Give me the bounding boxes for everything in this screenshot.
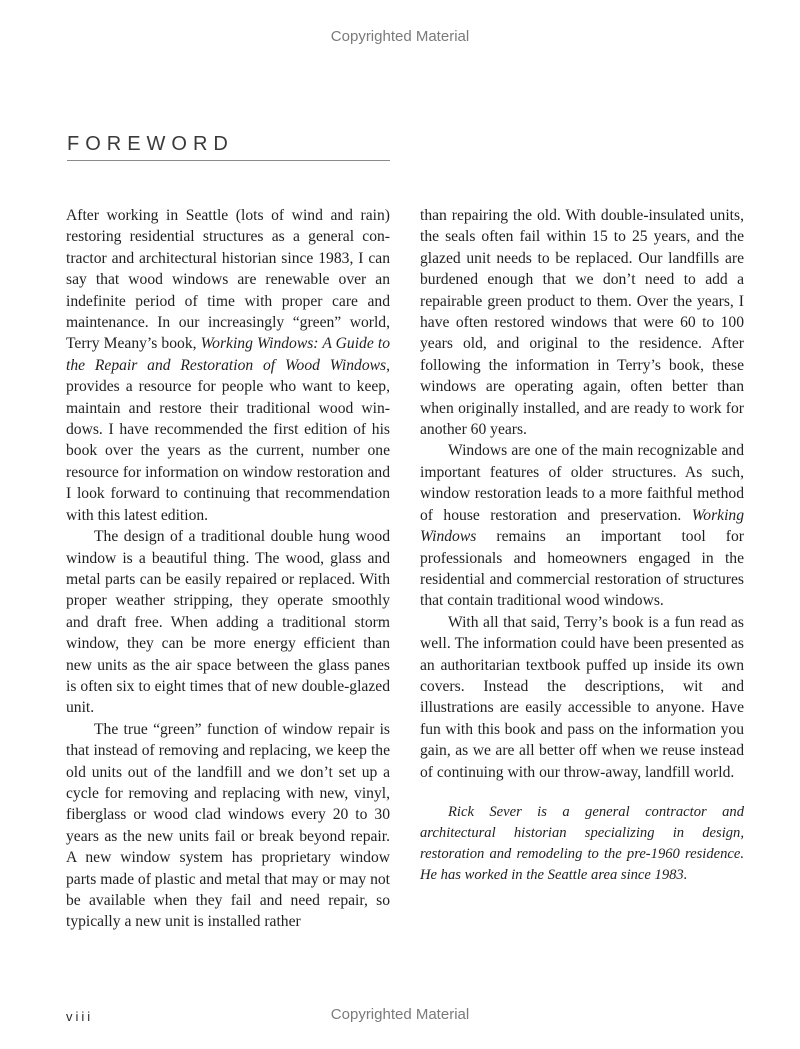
paragraph-2: The design of a traditional double hung wood window is a beautiful thing. The wood, glass and metal parts can be easily repaired or replaced. With proper weather stripping, they operate smoothly and draft free. When adding a traditional storm window, they can be more energy efficient than new units as the air space between the glass panes is often six to eight times that of new double-glazed unit. bbox=[66, 528, 390, 717]
paragraph-6: With all that said, Terry’s book is a fun read as well. The information could have been presented as an authoritarian textbook puffed up inside its own covers. Instead the descriptions, wit and illustrations are easily accessible to anyone. Have fun with this book and pass on the information you gain, as we are all better off when we reuse instead of continuing with our throw-away, landfill world. bbox=[420, 613, 744, 781]
paragraph-4: than repairing the old. With double-insulated units, the seals often fail within 15 to 25 years, and the glazed unit needs to be replaced. Our landfills are burdened enough that we don’t need to add a repairable green product to them. Over the years, I have often restored windows that were 60 to 100 years old, and original to the residence. After following the information in Terry’s book, these windows are operating again, often better than when originally installed, and are ready to work for another 60 years. bbox=[420, 207, 744, 439]
author-bio: Rick Sever is a general contractor and architectural historian specializing in design, restoration and remodeling to the pre-1960 residence. He has worked in the Seattle area since 1983. bbox=[420, 803, 744, 883]
chapter-heading: FOREWORD bbox=[67, 133, 234, 155]
page-number: viii bbox=[66, 1009, 94, 1024]
book-title: Working Windows bbox=[420, 506, 744, 546]
paragraph-text: , provides a resource for people who want to keep, maintain and restore their traditional wood windows. I have recommended the first edition of his book over the years as the current, number one resource for information on window restoration and I look forward to continuing that recommendation with this latest edition. bbox=[66, 356, 390, 524]
text-column-left bbox=[66, 205, 390, 933]
heading-rule bbox=[67, 160, 390, 161]
copyright-watermark-top: Copyrighted Material bbox=[330, 28, 470, 45]
copyright-watermark-bottom: Copyrighted Material bbox=[330, 1006, 470, 1023]
paragraph-1 bbox=[66, 205, 390, 526]
book-title: Working Windows: A Guide to the Repair and Restoration of Wood Windows bbox=[66, 335, 390, 374]
paragraph-5 bbox=[420, 440, 744, 611]
paragraph-3: The true “green” function of window repair is that instead of removing and replacing, we keep the old units out of the landfill and we don’t set up a cycle for removing and replacing with new, vinyl, fiberglass or wood clad windows every 20 to 30 years as the new units fail or break beyond repair. A new window system has proprietary window parts made of plastic and metal that may or may not be available when they fail and need repair, so typically a new unit is installed rather bbox=[66, 720, 390, 931]
text-column-right bbox=[420, 205, 744, 886]
paragraph-text: After working in Seattle (lots of wind and rain) restoring residential structures as a general contractor and architectural historian since 1983, I can say that wood windows are renewable over an indefinite period of time with proper care and maintenance. In our increasingly “green” world, Terry Meany’s book, bbox=[66, 207, 390, 353]
paragraph-text: Windows are one of the main recognizable and important features of older structures. As such, window restoration leads to a more faithful method of house restoration and preservation. bbox=[420, 442, 744, 524]
paragraph-text: remains an important tool for professionals and homeowners engaged in the residential and commercial restoration of structures that contain traditional wood windows. bbox=[420, 528, 744, 610]
